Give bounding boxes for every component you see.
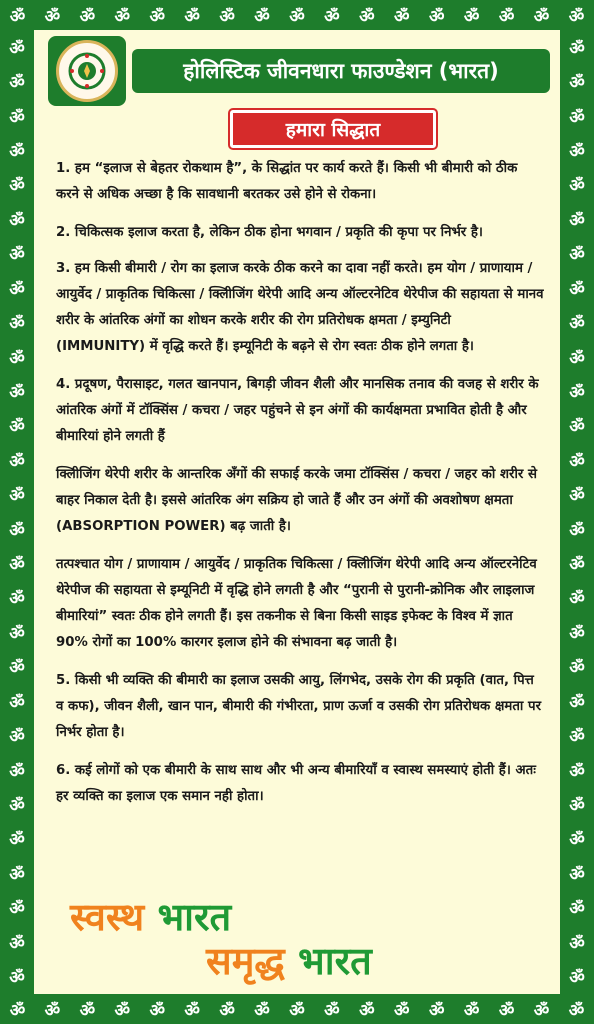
page-title: हमारा सिद्धात [230,110,436,148]
principle-1: 1. हम “इलाज से बेहतर रोकथाम है”, के सिद्धांत पर कार्य करते हैं। किसी भी बीमारी को ठीक करने से अधिक अच्छा है कि सावधानी बरतकर उसे होने से रोकना। [56,161,518,202]
om-symbol-icon: ॐ [324,6,340,27]
om-border-bottom [0,994,594,1024]
om-symbol-icon: ॐ [9,864,25,885]
om-symbol-icon: ॐ [289,1000,305,1021]
om-symbol-icon: ॐ [9,176,25,197]
om-symbol-icon: ॐ [569,107,585,128]
om-symbol-icon: ॐ [184,1000,200,1021]
om-symbol-icon: ॐ [569,451,585,472]
om-symbol-icon: ॐ [498,6,515,27]
om-symbol-icon: ॐ [428,6,445,27]
om-symbol-icon: ॐ [569,933,585,954]
om-symbol-icon: ॐ [9,899,25,920]
om-symbol-icon: ॐ [9,245,25,266]
therapy-benefits-paragraph: तत्पश्चात योग / प्राणायाम / आयुर्वेद / प्राकृतिक चिकित्सा / क्लिीजिंग थेरेपी आदि अन्य ऑल्टरनेटिव थेरेपीज की सहायता से इम्यूनिटी में वृद्धि होने लगती है और “पुरानी से पुरानी-क्रोनिक और लाइलाज बीमारियां” स्वतः ठीक होने लगती हैं। इस तकनीक से बिना किसी साइड इफेक्ट के विश्व में ज्ञात 90% रोगों का 100% कारगर इलाज होने की संभावना बढ़ जाती है। [56,557,537,650]
om-symbol-icon: ॐ [569,417,585,438]
om-symbol-icon: ॐ [9,1000,26,1021]
foundation-logo-icon [56,40,118,102]
om-border-right [560,30,594,994]
principles-list [56,156,544,822]
om-symbol-icon: ॐ [498,1000,515,1021]
om-symbol-icon: ॐ [569,968,585,989]
om-symbol-icon: ॐ [569,555,585,576]
om-symbol-icon: ॐ [569,38,585,59]
om-symbol-icon: ॐ [569,348,585,369]
om-symbol-icon: ॐ [568,1000,585,1021]
om-symbol-icon: ॐ [254,1000,270,1021]
principle-4: 4. प्रदूषण, पैरासाइट, गलत खानपान, बिगड़ी जीवन शैली और मानसिक तनाव की वजह से शरीर के आंतरिक अंगों में टॉक्सिंस / कचरा / जहर पहुंचने से इन अंगों की कार्यक्षमता प्रभावित होती है और बीमारियां होने लगती हैं [56,377,539,444]
om-symbol-icon: ॐ [9,107,25,128]
om-symbol-icon: ॐ [184,6,200,27]
om-symbol-icon: ॐ [9,692,25,713]
om-symbol-icon: ॐ [569,692,585,713]
om-symbol-icon: ॐ [9,589,25,610]
om-symbol-icon: ॐ [463,1000,480,1021]
om-symbol-icon: ॐ [359,6,375,27]
header [48,36,550,106]
om-symbol-icon: ॐ [569,73,585,94]
om-symbol-icon: ॐ [569,520,585,541]
slogan-word-bharat-2: भारत [298,938,372,983]
om-symbol-icon: ॐ [149,6,165,27]
om-symbol-icon: ॐ [569,245,585,266]
om-symbol-icon: ॐ [9,348,25,369]
om-symbol-icon: ॐ [428,1000,445,1021]
om-symbol-icon: ॐ [149,1000,165,1021]
om-symbol-icon: ॐ [569,761,585,782]
om-symbol-icon: ॐ [569,727,585,748]
slogan [70,890,490,983]
slogan-line-2 [206,934,372,986]
om-symbol-icon: ॐ [9,6,26,27]
om-border-top [0,0,594,30]
om-symbol-icon: ॐ [9,210,25,231]
om-symbol-icon: ॐ [569,899,585,920]
om-symbol-icon: ॐ [9,555,25,576]
om-symbol-icon: ॐ [569,589,585,610]
slogan-word-samriddh: समृद्ध [206,938,285,983]
om-symbol-icon: ॐ [44,6,61,27]
slogan-word-swasth: स्वस्थ [70,894,145,939]
om-symbol-icon: ॐ [9,73,25,94]
om-symbol-icon: ॐ [359,1000,375,1021]
om-symbol-icon: ॐ [569,382,585,403]
cleansing-therapy-paragraph: क्लिीजिंग थेरेपी शरीर के आन्तरिक अँगों की सफाई करके जमा टॉक्सिंस / कचरा / जहर को शरीर से बाहर निकाल देती है। इससे आंतरिक अंग सक्रिय हो जाते हैं और उन अंगों की अवशोषण क्षमता (ABSORPTION POWER) बढ़ जाती है। [56,467,537,534]
om-symbol-icon: ॐ [533,6,550,27]
om-symbol-icon: ॐ [9,933,25,954]
om-border-left [0,30,34,994]
om-symbol-icon: ॐ [9,520,25,541]
om-symbol-icon: ॐ [9,38,25,59]
om-symbol-icon: ॐ [394,6,410,27]
om-symbol-icon: ॐ [569,623,585,644]
om-symbol-icon: ॐ [9,658,25,679]
om-symbol-icon: ॐ [9,417,25,438]
om-symbol-icon: ॐ [9,795,25,816]
om-symbol-icon: ॐ [569,830,585,851]
om-symbol-icon: ॐ [324,1000,340,1021]
slogan-word-bharat-1: भारत [157,894,232,939]
om-symbol-icon: ॐ [569,210,585,231]
om-symbol-icon: ॐ [114,6,131,27]
om-symbol-icon: ॐ [9,761,25,782]
om-symbol-icon: ॐ [569,486,585,507]
om-symbol-icon: ॐ [9,727,25,748]
om-symbol-icon: ॐ [9,486,25,507]
principle-3: 3. हम किसी बीमारी / रोग का इलाज करके ठीक करने का दावा नहीं करते। हम योग / प्राणायाम / आयुर्वेद / प्राकृतिक चिकित्सा / क्लिीजिंग थेरेपी आदि अन्य ऑल्टरनेटिव थेरेपीज की सहायता से मानव शरीर के आंतरिक अंगों का शोधन करके शरीर की रोग प्रतिरोधक क्षमता / इम्युनिटी (IMMUNITY) में वृद्धि करते हैं। इम्यूनिटी के बढ़ने से रोग स्वतः ठीक होने लगता है। [56,261,544,354]
om-symbol-icon: ॐ [9,279,25,300]
om-symbol-icon: ॐ [569,314,585,335]
om-symbol-icon: ॐ [569,279,585,300]
om-symbol-icon: ॐ [44,1000,61,1021]
om-symbol-icon: ॐ [569,141,585,162]
om-symbol-icon: ॐ [9,382,25,403]
om-symbol-icon: ॐ [79,1000,96,1021]
om-symbol-icon: ॐ [394,1000,410,1021]
om-symbol-icon: ॐ [9,830,25,851]
om-symbol-icon: ॐ [533,1000,550,1021]
om-symbol-icon: ॐ [219,6,235,27]
om-symbol-icon: ॐ [289,6,305,27]
om-symbol-icon: ॐ [9,451,25,472]
om-symbol-icon: ॐ [9,968,25,989]
om-symbol-icon: ॐ [569,658,585,679]
om-symbol-icon: ॐ [79,6,96,27]
organization-name: होलिस्टिक जीवनधारा फाउण्डेशन (भारत) [132,49,550,93]
om-symbol-icon: ॐ [9,141,25,162]
om-symbol-icon: ॐ [219,1000,235,1021]
om-symbol-icon: ॐ [569,176,585,197]
om-symbol-icon: ॐ [9,314,25,335]
om-symbol-icon: ॐ [254,6,270,27]
principle-2: 2. चिकित्सक इलाज करता है, लेकिन ठीक होना भगवान / प्रकृति की कृपा पर निर्भर है। [56,225,483,240]
om-symbol-icon: ॐ [463,6,480,27]
foundation-logo [48,36,126,106]
om-symbol-icon: ॐ [9,623,25,644]
om-symbol-icon: ॐ [114,1000,131,1021]
om-symbol-icon: ॐ [568,6,585,27]
principle-5: 5. किसी भी व्यक्ति की बीमारी का इलाज उसकी आयु, लिंगभेद, उसके रोग की प्रकृति (वात, पित्त व कफ), जीवन शैली, खान पान, बीमारी की गंभीरता, प्राण ऊर्जा व उसकी रोग प्रतिरोधक क्षमता पर निर्भर होता है। [56,673,542,740]
principle-6: 6. कई लोगों को एक बीमारी के साथ साथ और भी अन्य बीमारियाँ व स्वास्थ समस्याएं होती हैं। अतः हर व्यक्ति का इलाज एक समान नही होता। [56,763,536,804]
om-symbol-icon: ॐ [569,795,585,816]
content-panel [34,30,560,994]
om-symbol-icon: ॐ [569,864,585,885]
